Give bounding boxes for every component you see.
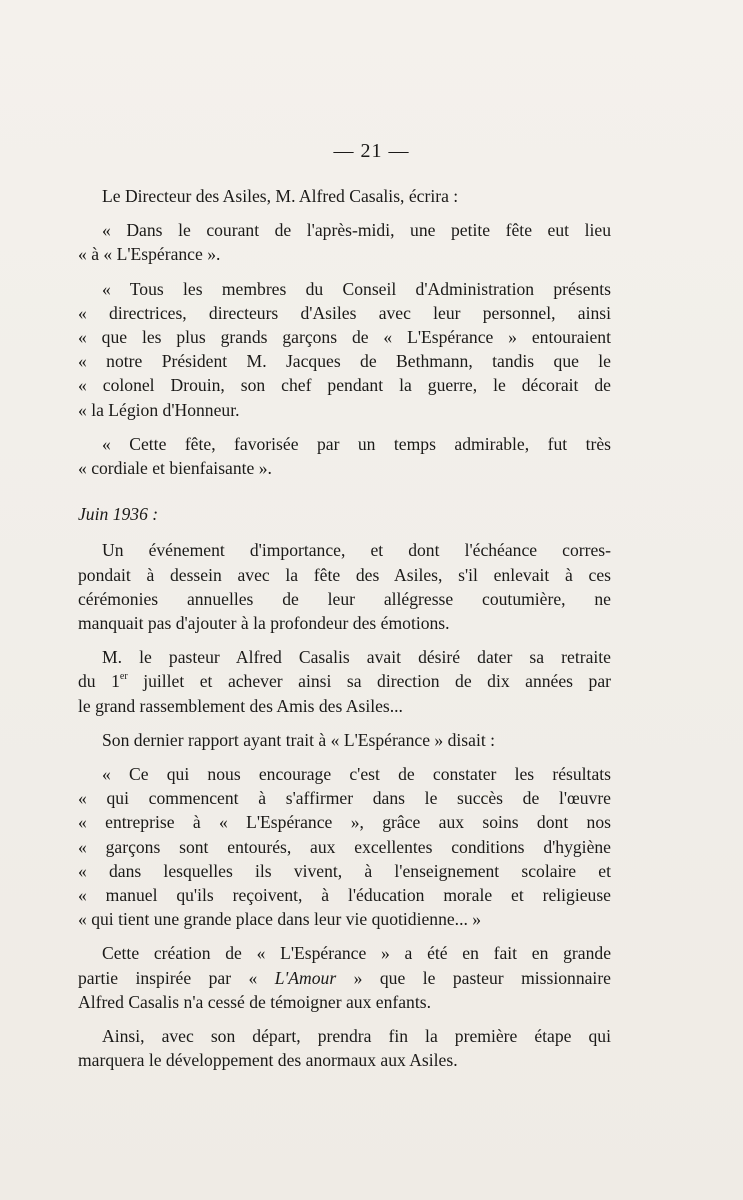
text-fragment: partie inspirée par «: [78, 967, 275, 988]
text-line: marquera le développement des anormaux aux Asiles.: [78, 1050, 458, 1071]
text-line: Le Directeur des Asiles, M. Alfred Casalis, écrira :: [102, 186, 459, 206]
page-number: — 21 —: [333, 140, 410, 162]
text-line: le grand rassemblement des Amis des Asiles...: [78, 695, 403, 716]
text-line: « que les plus grands garçons de « L'Espérance » entouraient: [78, 327, 611, 348]
text-line: « directrices, directeurs d'Asiles avec leur personnel, ainsi: [78, 302, 611, 323]
text-line: Son dernier rapport ayant trait à « L'Espérance » disait :: [102, 729, 496, 750]
text-line: « Cette fête, favorisée par un temps admirable, fut très: [102, 433, 611, 454]
text-line: Un événement d'importance, et dont l'échéance corres-: [102, 540, 611, 561]
page-body: [78, 184, 611, 1073]
text-line: « Dans le courant de l'après-midi, une petite fête eut lieu: [102, 220, 611, 241]
text-line: « notre Président M. Jacques de Bethmann, tandis que le: [78, 351, 611, 372]
paragraph-evenement: [78, 538, 611, 635]
text-line: « la Légion d'Honneur.: [78, 399, 240, 420]
text-line: « Tous les membres du Conseil d'Administration présents: [102, 278, 611, 299]
text-line: pondait à dessein avec la fête des Asiles, s'il enlevait à ces: [78, 564, 611, 585]
paragraph-retraite: [78, 645, 611, 718]
text-line: Alfred Casalis n'a cessé de témoigner aux enfants.: [78, 991, 431, 1012]
text-line: manquait pas d'ajouter à la profondeur des émotions.: [78, 613, 450, 634]
paragraph-quote-rapport: [78, 762, 611, 931]
paragraph-director-intro: [78, 184, 611, 208]
text-line: Ainsi, avec son départ, prendra fin la première étape qui: [102, 1026, 611, 1047]
italic-lamour: L'Amour: [274, 967, 337, 988]
paragraph-quote-membres: [78, 277, 611, 422]
text-line: « manuel qu'ils reçoivent, à l'éducation morale et religieuse: [78, 885, 611, 906]
text-line: M. le pasteur Alfred Casalis avait désiré dater sa retraite: [102, 647, 611, 668]
text-line-composite: [78, 966, 611, 990]
text-line: « cordiale et bienfaisante ».: [78, 458, 272, 479]
superscript-er: er: [119, 671, 128, 683]
text-line: « Ce qui nous encourage c'est de constater les résultats: [102, 764, 611, 785]
text-line: « entreprise à « L'Espérance », grâce aux soins dont nos: [78, 812, 611, 833]
text-line: « à « L'Espérance ».: [78, 244, 221, 265]
text-fragment: juillet et achever ainsi sa direction de dix années par: [127, 671, 611, 692]
text-fragment: du 1: [78, 671, 120, 692]
paragraph-quote-fete: [78, 218, 611, 266]
section-heading-juin-1936: Juin 1936 :: [78, 504, 159, 525]
text-fragment: » que le pasteur missionnaire: [336, 967, 611, 988]
text-line: cérémonies annuelles de leur allégresse coutumière, ne: [78, 588, 611, 609]
text-line-composite: [78, 669, 611, 693]
text-line: « qui commencent à s'affirmer dans le succès de l'œuvre: [78, 788, 611, 809]
text-line: Cette création de « L'Espérance » a été en fait en grande: [102, 943, 611, 964]
paragraph-depart: [78, 1024, 611, 1072]
paragraph-quote-cordiale: [78, 432, 611, 480]
text-line: « garçons sont entourés, aux excellentes conditions d'hygiène: [78, 836, 611, 857]
text-line: « qui tient une grande place dans leur vie quotidienne... »: [78, 909, 482, 930]
paragraph-creation: [78, 941, 611, 1014]
paragraph-dernier-rapport: [78, 728, 611, 752]
text-line: « dans lesquelles ils vivent, à l'enseignement scolaire et: [78, 860, 611, 881]
text-line: « colonel Drouin, son chef pendant la guerre, le décorait de: [78, 375, 611, 396]
